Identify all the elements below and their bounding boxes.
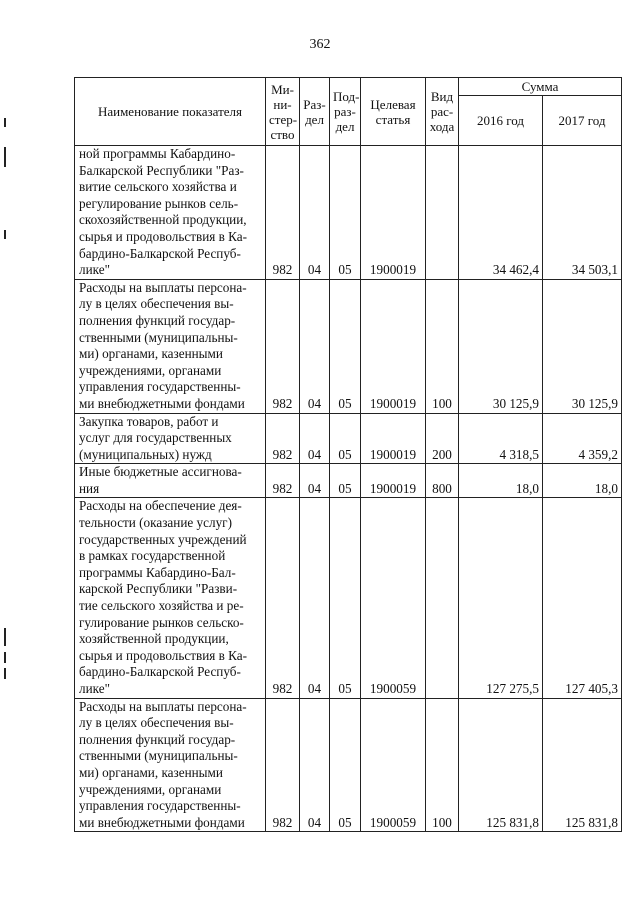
row-name: Закупка товаров, работ и услуг для государственных (муниципальных) нужд <box>75 413 266 464</box>
row-expense-type: 100 <box>426 279 459 413</box>
row-subsection: 05 <box>330 498 361 698</box>
row-name: ной программы Кабардино- Балкарской Республики "Раз- витие сельского хозяйства и регулирование рынков сель- скохозяйственной продукции, сырья и продовольствия в Ка- бардино-Балкарской Респуб- лике" <box>75 146 266 280</box>
margin-mark <box>4 652 6 663</box>
col-header-sum: Сумма <box>459 78 622 96</box>
col-header-2016: 2016 год <box>459 96 543 146</box>
row-sum-2017: 18,0 <box>543 464 622 498</box>
row-sum-2016: 18,0 <box>459 464 543 498</box>
table-row <box>75 413 622 464</box>
row-ministry: 982 <box>266 279 300 413</box>
row-name: Расходы на обеспечение дея- тельности (оказание услуг) государственных учреждений в рамках государственной программы Кабардино-Бал- карской Республики "Разви- тие сельского хозяйства и ре- гулирование рынков сельско- хозяйственной продукции, сырья и продовольствия в Ка- бардино-Балкарской Респуб- лике" <box>75 498 266 698</box>
row-target: 1900019 <box>361 413 426 464</box>
margin-mark <box>4 668 6 679</box>
row-name: Расходы на выплаты персона- лу в целях обеспечения вы- полнения функций государ- ственными (муниципальны- ми) органами, казенными учреждениями, органами управления государственны- ми внебюджетными фондами <box>75 698 266 832</box>
row-section: 04 <box>300 146 330 280</box>
col-header-target: Целевая статья <box>361 78 426 146</box>
row-sum-2017: 127 405,3 <box>543 498 622 698</box>
row-ministry: 982 <box>266 146 300 280</box>
row-target: 1900059 <box>361 698 426 832</box>
table-row <box>75 146 622 280</box>
row-target: 1900019 <box>361 464 426 498</box>
row-section: 04 <box>300 698 330 832</box>
row-expense-type <box>426 146 459 280</box>
row-ministry: 982 <box>266 464 300 498</box>
row-target: 1900019 <box>361 146 426 280</box>
row-name: Расходы на выплаты персона- лу в целях обеспечения вы- полнения функций государ- ственными (муниципальны- ми) органами, казенными учреждениями, органами управления государственны- ми внебюджетными фондами <box>75 279 266 413</box>
col-header-subsection: Под- раз- дел <box>330 78 361 146</box>
row-expense-type: 800 <box>426 464 459 498</box>
table-row <box>75 698 622 832</box>
row-section: 04 <box>300 279 330 413</box>
row-section: 04 <box>300 464 330 498</box>
row-sum-2017: 34 503,1 <box>543 146 622 280</box>
table-row <box>75 498 622 698</box>
row-name: Иные бюджетные ассигнова- ния <box>75 464 266 498</box>
row-sum-2016: 4 318,5 <box>459 413 543 464</box>
row-section: 04 <box>300 413 330 464</box>
col-header-name: Наименование показателя <box>75 78 266 146</box>
row-sum-2016: 34 462,4 <box>459 146 543 280</box>
row-ministry: 982 <box>266 413 300 464</box>
row-section: 04 <box>300 498 330 698</box>
margin-mark <box>4 118 6 127</box>
row-target: 1900019 <box>361 279 426 413</box>
page-number: 362 <box>309 37 331 52</box>
row-expense-type: 200 <box>426 413 459 464</box>
row-subsection: 05 <box>330 279 361 413</box>
margin-mark <box>4 147 6 167</box>
row-expense-type <box>426 498 459 698</box>
row-subsection: 05 <box>330 464 361 498</box>
table-row <box>75 279 622 413</box>
row-target: 1900059 <box>361 498 426 698</box>
row-expense-type: 100 <box>426 698 459 832</box>
row-sum-2017: 125 831,8 <box>543 698 622 832</box>
col-header-2017: 2017 год <box>543 96 622 146</box>
row-subsection: 05 <box>330 698 361 832</box>
row-sum-2016: 125 831,8 <box>459 698 543 832</box>
row-sum-2017: 30 125,9 <box>543 279 622 413</box>
row-sum-2017: 4 359,2 <box>543 413 622 464</box>
margin-mark <box>4 628 6 646</box>
row-ministry: 982 <box>266 498 300 698</box>
budget-table <box>74 77 622 832</box>
col-header-expense-type: Вид рас- хода <box>426 78 459 146</box>
row-subsection: 05 <box>330 146 361 280</box>
col-header-ministry: Ми- ни- стер- ство <box>266 78 300 146</box>
row-sum-2016: 30 125,9 <box>459 279 543 413</box>
col-header-section: Раз- дел <box>300 78 330 146</box>
margin-mark <box>4 230 6 239</box>
row-sum-2016: 127 275,5 <box>459 498 543 698</box>
row-subsection: 05 <box>330 413 361 464</box>
table-row <box>75 464 622 498</box>
row-ministry: 982 <box>266 698 300 832</box>
